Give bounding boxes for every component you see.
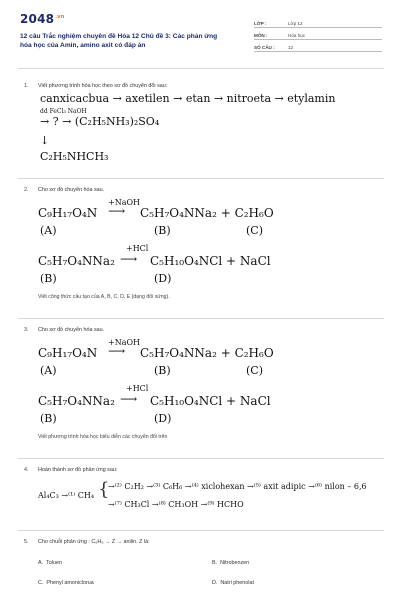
reaction-2-products: C₅H₁₀O₄NCl + NaCl (150, 394, 271, 408)
reaction-1-condition: +NaOH (108, 198, 141, 207)
question-note: Viết công thức cấu tạo của A, B, C, D, E (dạng đối xứng). (38, 294, 170, 300)
reaction-arrow: ⟶ (120, 252, 138, 266)
scheme-brace: { (98, 479, 110, 500)
species-tag: (C) (246, 364, 263, 377)
reaction-1-reactant: C₉H₁₇O₄N (38, 346, 98, 360)
option-text: Natri phenolat (220, 580, 254, 586)
question-text: Hoàn thành sơ đồ phản ứng sau: (38, 467, 118, 473)
species-tag: (B) (40, 272, 57, 285)
option-b[interactable] (212, 560, 249, 566)
question-note: Viết phương trình hóa học biểu diễn các chuyển đổi trên (38, 434, 168, 440)
meta-value: 12 (288, 45, 294, 50)
document-title: 12 câu Trắc nghiệm chuyên đề Hóa 12 Chủ đề 3: Các phản ứng hóa học của Amin, amino axit có đáp án (20, 33, 218, 49)
divider (18, 530, 384, 531)
meta-row-class (254, 16, 382, 28)
page-header (20, 12, 382, 58)
option-label: A. (38, 560, 44, 566)
scheme-branch-2: →⁽⁷⁾ CH₃Cl →⁽⁸⁾ CH₃OH →⁽⁹⁾ HCHO (108, 500, 244, 509)
species-tag: (A) (40, 224, 57, 237)
reaction-1-products: C₅H₇O₄NNa₂ + C₂H₆O (140, 206, 274, 220)
species-tag: (B) (40, 412, 57, 425)
answer-options (38, 560, 368, 594)
species-tag: (D) (154, 412, 172, 425)
reaction-product: C₂H₅NHCH₃ (40, 150, 109, 163)
divider (18, 178, 384, 179)
meta-row-subject (254, 28, 382, 40)
option-text: Nitrobenzen (220, 560, 250, 566)
question-number: 4. (24, 467, 29, 473)
question-text: Cho sơ đồ chuyển hóa sau. (38, 327, 105, 333)
meta-value: Hóa học (288, 33, 306, 38)
question-2 (24, 186, 384, 310)
meta-key: LỚP : (254, 21, 267, 26)
meta-row-count (254, 40, 382, 52)
question-number: 5. (24, 539, 29, 545)
question-header (24, 466, 384, 474)
question-text: Cho sơ đồ chuyển hóa sau. (38, 187, 105, 193)
document-meta (254, 16, 382, 52)
species-tag: (D) (154, 272, 172, 285)
site-logo[interactable] (20, 12, 65, 26)
option-label: D. (212, 580, 218, 586)
logo-suffix: .vn (55, 14, 65, 20)
question-5 (24, 538, 384, 594)
question-header (24, 186, 384, 194)
question-header (24, 82, 384, 90)
option-d[interactable] (212, 580, 254, 586)
question-text: Cho chuỗi phản ứng : C₆H₆ → Z → anilin. Z là: (38, 539, 150, 545)
species-tag: (B) (154, 364, 171, 377)
option-c[interactable] (38, 580, 94, 586)
reaction-arrow: ⟶ (108, 344, 126, 358)
divider (18, 318, 384, 319)
question-3 (24, 326, 384, 450)
reaction-2-condition: +HCl (126, 244, 149, 253)
option-label: B. (212, 560, 218, 566)
question-header (24, 538, 384, 546)
species-tag: (C) (246, 224, 263, 237)
scheme-branch-1: →⁽²⁾ C₂H₂ →⁽³⁾ C₆H₆ →⁽⁴⁾ xiclohexan →⁽⁵⁾ axit adipic →⁽⁶⁾ nilon – 6,6 (108, 482, 367, 491)
option-text: Toluen (46, 560, 62, 566)
arrow-label: dd FeCl₃ NaOH (40, 108, 87, 115)
question-number: 3. (24, 327, 29, 333)
species-tag: (B) (154, 224, 171, 237)
question-text: Viết phương trình hóa học theo sơ đồ chuyển đổi sau: (38, 83, 168, 89)
divider (18, 458, 384, 459)
question-1 (24, 82, 384, 174)
species-tag: (A) (40, 364, 57, 377)
reaction-chain: canxicacbua → axetilen → etan → nitroeta → etylamin (40, 92, 336, 105)
reaction-1-condition: +NaOH (108, 338, 141, 347)
logo-text: 2048 (20, 12, 55, 26)
reaction-2-reactant: C₅H₇O₄NNa₂ (38, 254, 115, 268)
divider (18, 68, 384, 69)
reaction-1-reactant: C₉H₁₇O₄N (38, 206, 98, 220)
down-arrow: ↓ (40, 134, 50, 147)
meta-value: Lớp 12 (288, 21, 303, 26)
scheme-start: Al₄C₃ →⁽¹⁾ CH₄ (38, 491, 95, 500)
reaction-2-reactant: C₅H₇O₄NNa₂ (38, 394, 115, 408)
reaction-2-products: C₅H₁₀O₄NCl + NaCl (150, 254, 271, 268)
reaction-1-products: C₅H₇O₄NNa₂ + C₂H₆O (140, 346, 274, 360)
option-text: Phenyl amoniclorua (46, 580, 94, 586)
meta-key: MÔN : (254, 33, 268, 38)
question-number: 1. (24, 83, 29, 89)
reaction-arrow: ⟶ (120, 392, 138, 406)
reaction-line: → ? → (C₂H₅NH₃)₂SO₄ (40, 115, 160, 128)
option-label: C. (38, 580, 44, 586)
reaction-2-condition: +HCl (126, 384, 149, 393)
reaction-arrow: ⟶ (108, 204, 126, 218)
option-a[interactable] (38, 560, 62, 566)
meta-key: SỐ CÂU : (254, 45, 275, 50)
question-number: 2. (24, 187, 29, 193)
question-4 (24, 466, 384, 522)
question-header (24, 326, 384, 334)
